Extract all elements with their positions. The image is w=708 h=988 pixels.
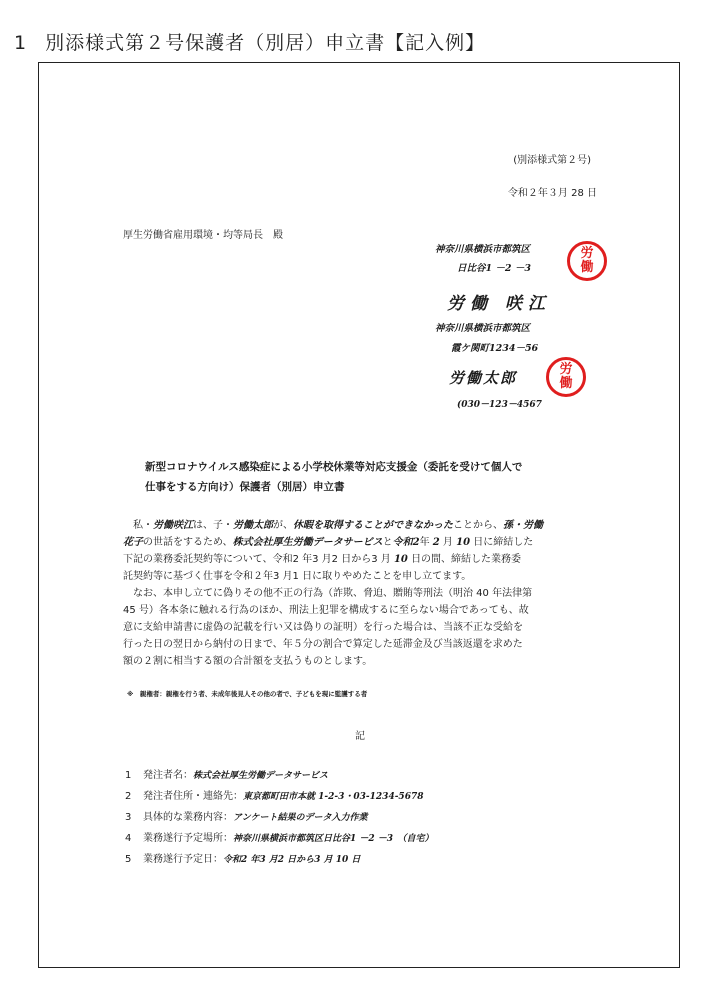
page-heading [14,28,485,55]
item-number: 5 [125,854,132,865]
declaration-paragraph-1 [123,517,603,585]
applicant1-seal [567,241,607,281]
seal-char-top: 労 [559,362,573,377]
handwritten-day: 10 [456,537,471,548]
list-item [125,828,434,849]
applicant2-address-line2: 霞ケ関町1234－56 [451,343,539,354]
text-segment: 日の間、締結した業務委 [411,554,522,565]
seal-char-bottom: 働 [559,376,573,391]
seal-char-top: 労 [580,246,594,261]
heading-title: 別添様式第２号保護者（別居）申立書【記入例】 [45,32,486,54]
text-segment: 年 [419,537,430,548]
text-line: 行った日の翌日から納付の日まで、年５分の割合で算定した延滞金及び当該返還を求めた [123,639,523,650]
declaration-paragraph-2 [123,585,603,670]
text-line: 額の２割に相当する額の合計額を支払うものとします。 [123,656,373,667]
form-number: (別添様式第２号) [513,155,591,166]
item-value: 令和2 年3 月2 日から3 月 10 日 [223,855,361,865]
handwritten-reason: 休暇を取得することができなかった [293,520,453,531]
handwritten-grandchild: 孫・労働 [503,520,543,531]
item-value: 株式会社厚生労働データサービス [193,771,329,781]
applicant2-name: 労働太郎 [449,369,518,387]
text-segment: 月 [442,537,453,548]
text-segment: 私・ [133,520,153,531]
applicant1-name: 労働 咲江 [447,294,551,314]
handwritten-company: 株式会社厚生労働データサービス [232,537,383,548]
handwritten-grandchild-name: 花子 [123,537,143,548]
ki-heading: 記 [355,731,365,742]
text-segment: と [382,537,393,548]
item-label: 具体的な業務内容： [143,812,233,823]
list-item [125,786,434,807]
handwritten-parent-name: 労働咲江 [153,520,193,531]
text-segment: が、 [273,520,293,531]
text-line: 45 号）各本条に触れる行為のほか、刑法上犯罪を構成するに至らない場合であっても、故 [123,605,529,616]
item-label: 業務遂行予定日： [143,854,223,865]
item-number: 2 [125,791,132,802]
seal-char-bottom: 働 [580,260,594,275]
guardian-note: ※ 親権者：親権を行う者、未成年後見人その他の者で、子どもを現に監護する者 [127,690,368,698]
item-number: 4 [125,833,132,844]
declaration-body [123,517,603,670]
document-title [145,457,522,497]
title-line-1: 新型コロナウイルス感染症による小学校休業等対応支援金（委託を受けて個人で [145,461,523,473]
item-number: 1 [125,770,132,781]
contract-details-list [125,765,434,870]
text-line: 意に支給申請書に虚偽の記載を行い又は偽りの証明）を行った場合は、当該不正な受給を [123,622,523,633]
list-item [125,765,434,786]
item-label: 発注者名： [143,770,193,781]
document-date: 令和２年３月 28 日 [507,188,597,199]
item-number: 3 [125,812,132,823]
text-segment: 日に締結した [473,537,534,548]
item-value: 神奈川県横浜市都筑区日比谷1 －2 －3 （自宅） [233,834,434,844]
applicant2-phone: (030－123－4567 [457,400,542,410]
document-sheet [38,62,680,968]
list-item [125,849,434,870]
text-segment: の世話をするため、 [143,537,233,548]
item-label: 業務遂行予定場所： [143,833,233,844]
text-segment: ことから、 [453,520,503,531]
text-segment: 下記の業務委託契約等について、令和2 年3 月2 日から3 月 [123,554,391,565]
item-value: アンケート結果のデータ入力作業 [233,813,368,823]
applicant1-address-line2: 日比谷1 －2 －3 [457,263,531,274]
addressee: 厚生労働省雇用環境・均等局長 殿 [123,230,283,241]
applicant2-seal [546,357,586,397]
applicant2-address-line1: 神奈川県横浜市都筑区 [435,323,531,334]
applicant1-address-line1: 神奈川県横浜市都筑区 [435,244,531,255]
title-line-2: 仕事をする方向け）保護者（別居）申立書 [145,481,345,493]
handwritten-era-year: 令和2 [392,537,420,548]
item-value: 東京都町田市本就 1-2-3・03-1234-5678 [243,792,424,802]
text-segment: は、子・ [193,520,233,531]
text-line: なお、本申し立てに偽りその他不正の行為（詐欺、脅迫、贈賄等刑法（明治 40 年法律第 [133,588,533,599]
heading-number: 1 [14,32,28,54]
text-segment: 託契約等に基づく仕事を令和２年3 月1 日に取りやめたことを申し立てます。 [123,571,472,582]
handwritten-month: 2 [432,537,440,548]
handwritten-child-name: 労働太郎 [233,520,273,531]
item-label: 発注者住所・連絡先： [143,791,243,802]
list-item [125,807,434,828]
handwritten-end-day: 10 [393,554,408,565]
